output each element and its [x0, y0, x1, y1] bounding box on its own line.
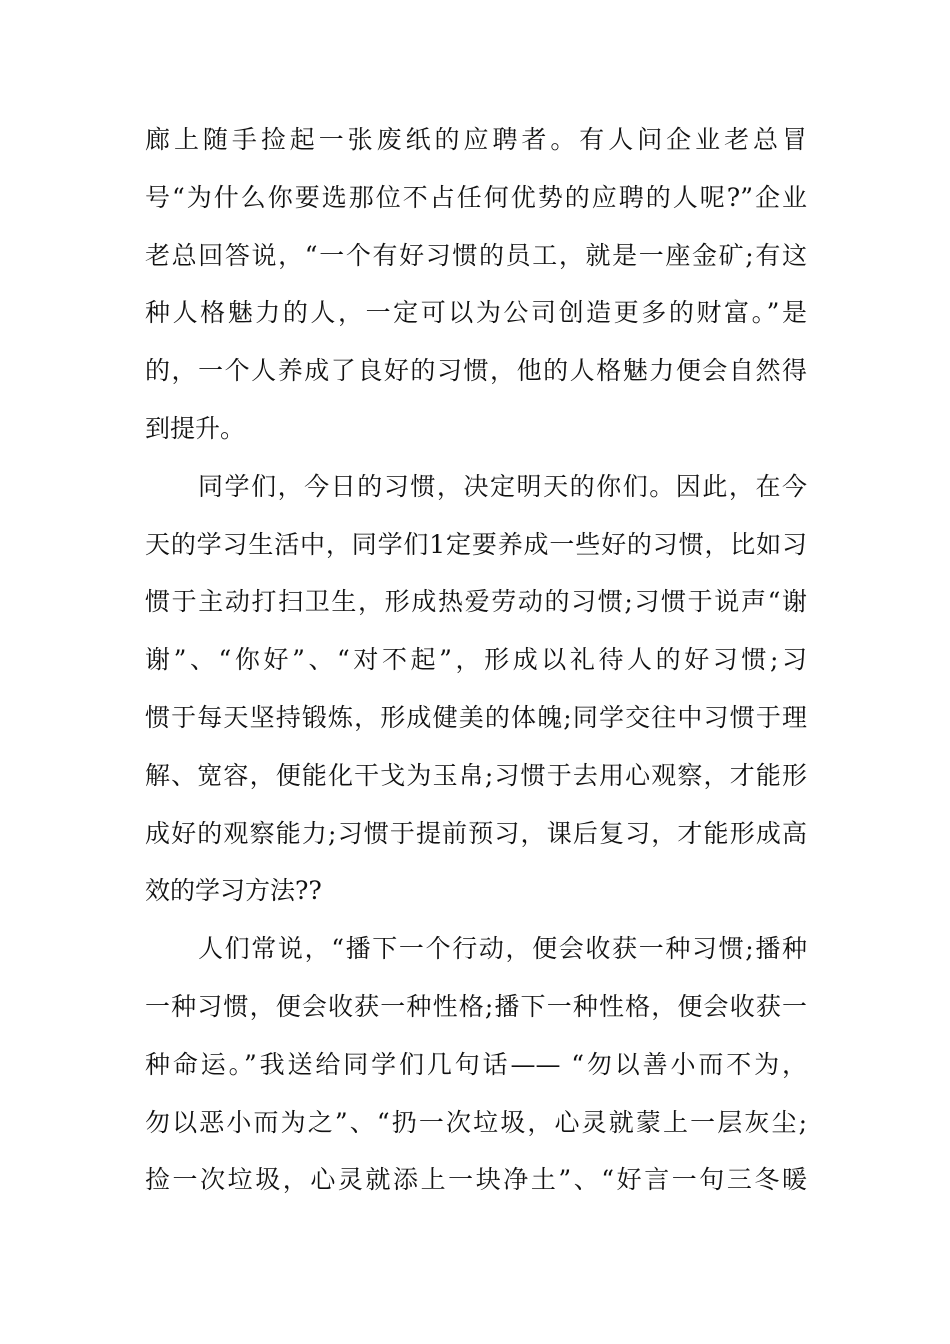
text-line: 谢”、“你好”、“对不起”，形成以礼待人的好习惯;习 [145, 645, 807, 675]
text-line: 到提升。 [145, 413, 246, 443]
text-line: 天的学习生活中，同学们1定要养成一些好的习惯，比如习 [145, 529, 807, 559]
text-line: 同学们，今日的习惯，决定明天的你们。因此，在今 [198, 471, 807, 501]
text-line: 的，一个人养成了良好的习惯，他的人格魅力便会自然得 [145, 356, 807, 386]
text-line: 成好的观察能力;习惯于提前预习，课后复习，才能形成高 [145, 818, 807, 848]
text-line: 捡一次垃圾，心灵就添上一块净土”、“好言一句三冬暖 [145, 1165, 807, 1195]
text-line: 号“为什么你要选那位不占任何优势的应聘的人呢?”企业 [145, 182, 807, 212]
paragraph-2 [145, 458, 807, 920]
text-line: 廊上随手捡起一张废纸的应聘者。有人问企业老总冒 [145, 125, 807, 154]
paragraph-3 [145, 920, 807, 1209]
document-body [145, 111, 807, 1209]
text-line: 解、宽容，便能化干戈为玉帛;习惯于去用心观察，才能形 [145, 760, 807, 790]
text-line: 惯于主动打扫卫生，形成热爱劳动的习惯;习惯于说声“谢 [145, 587, 807, 617]
text-line: 人们常说，“播下一个行动，便会收获一种习惯;播种 [198, 934, 807, 964]
text-line: 效的学习方法?? [145, 876, 322, 906]
text-line: 老总回答说，“一个有好习惯的员工，就是一座金矿;有这 [145, 240, 807, 270]
text-line: 种命运。”我送给同学们几句话—— “勿以善小而不为， [145, 1049, 807, 1079]
paragraph-1 [145, 111, 807, 458]
text-line: 勿以恶小而为之”、“扔一次垃圾，心灵就蒙上一层灰尘; [145, 1107, 807, 1137]
text-line: 一种习惯，便会收获一种性格;播下一种性格，便会收获一 [145, 991, 807, 1021]
text-line: 惯于每天坚持锻炼，形成健美的体魄;同学交往中习惯于理 [145, 702, 807, 732]
text-line: 种人格魅力的人，一定可以为公司创造更多的财富。”是 [145, 298, 807, 328]
